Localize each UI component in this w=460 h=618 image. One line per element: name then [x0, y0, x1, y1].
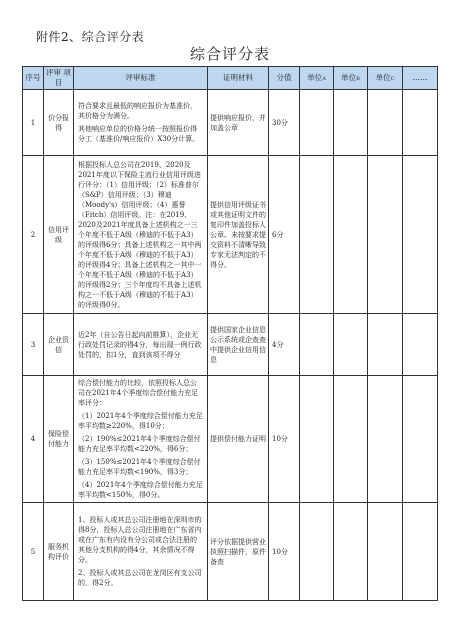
row-unit-a-cell — [300, 90, 334, 156]
standard-paragraph: 2、投标人或其总公司在龙岗区有支公司的，得2分。 — [78, 569, 202, 587]
header-index: 序号 — [23, 67, 44, 90]
header-unit-a: 单位A — [300, 67, 334, 90]
row-standard — [74, 156, 208, 314]
row-standard — [74, 314, 208, 376]
row-index: 5 — [23, 503, 44, 601]
row-more-cell — [403, 376, 438, 503]
row-material: 提供国家企业信息公示系统或企查查中提供企业信用信息 — [208, 314, 269, 376]
row-item: 信用评级 — [44, 156, 74, 314]
table-row — [23, 314, 438, 376]
row-unit-c-cell — [368, 503, 403, 601]
row-score: 4分 — [269, 314, 300, 376]
standard-paragraph: 根据投标人总公司在2019、2020及2021年度以下保险主流行业信用评级进行评分：（1）信用评级；（2）标准普尔（S&P）信用评级；（3）穆迪（Moody's）信用评级；（4）惠誉（Fitch）信用评级。注：在2019、2020及2021年度具备上述机构之一三个年度不低于A级（穆迪的不低于A3）的评级得6分；具备上述机构之一其中两个年度不低于A级（穆迪的不低于A3）的评级得4分；具备上述机构之一其中一个年度不低于A级（穆迪的不低于A3）的评级得2分；三个年度均不具备上述机构之一不低于A级（穆迪的不低于A3）的评级得0分。 — [78, 160, 202, 309]
header-material: 证明材料 — [208, 67, 269, 90]
row-unit-b-cell — [334, 314, 368, 376]
row-material: 提供信用评级证书或其他证明文件的复印件加盖投标人公章。未按要求提交资料不清晰导致专家无法判定的不得分。 — [208, 156, 269, 314]
row-index: 3 — [23, 314, 44, 376]
row-item: 服务机构评价 — [44, 503, 74, 601]
row-more-cell — [403, 314, 438, 376]
header-unit-b: 单位B — [334, 67, 368, 90]
standard-paragraph: （2）190%≤2021年4个季度综合偿付能力充足率平均数<220%，得6分； — [78, 435, 201, 453]
row-standard — [74, 90, 208, 156]
row-standard — [74, 503, 208, 601]
header-more: …… — [403, 67, 438, 90]
row-unit-c-cell — [368, 156, 403, 314]
standard-paragraph: 综合偿付能力的比较，依照投标人总公司在2021年4个季度综合偿付能力充足率评分： — [78, 379, 199, 407]
table-header-row — [23, 67, 438, 90]
standard-paragraph: （3）150%≤2021年4个季度综合偿付能力充足率平均数<190%，得3分； — [78, 458, 201, 476]
header-item: 评审 项目 — [44, 67, 74, 90]
row-index: 1 — [23, 90, 44, 156]
standard-paragraph: 其他响应单位的价格分统一按照报价得分工（基准价/响应报价）X30分计算。 — [78, 125, 200, 143]
row-more-cell — [403, 156, 438, 314]
header-score: 分值 — [269, 67, 300, 90]
table-row — [23, 156, 438, 314]
row-unit-b-cell — [334, 156, 368, 314]
row-item: 价分报得 — [44, 90, 74, 156]
row-score: 10分 — [269, 376, 300, 503]
standard-paragraph: 近2年（自公告日起向前推算），企业无行政处罚记录的得4分，每出现一例行政处罚的，扣1分，直到该项不得分 — [78, 330, 202, 359]
attachment-label: 附件2、综合评分表 — [36, 30, 145, 44]
table-row — [23, 503, 438, 601]
row-material: 评分依据提供营业执照扫描件，原件备查 — [208, 503, 269, 601]
row-standard — [74, 376, 208, 503]
row-material: 提供偿付能力证明 — [208, 376, 269, 503]
row-unit-c-cell — [368, 314, 403, 376]
row-unit-a-cell — [300, 314, 334, 376]
row-unit-a-cell — [300, 156, 334, 314]
standard-paragraph: （4）2021年4个季度综合偿付能力充足率平均数<150%，得0分。 — [78, 481, 203, 499]
row-material: 提供响应报价，并加盖公章 — [208, 90, 269, 156]
standard-paragraph: 符合要求且最低的响应报价为基准价，其价格分为满分。 — [78, 102, 197, 120]
row-index: 4 — [23, 376, 44, 503]
standard-paragraph: 1、投标人或其总公司注册地在深圳市的得8分，投标人总公司注册地在广东省内或在广东有内设有分公司或合法注册的其他分支机构的得4分，其余情况不得分。 — [78, 516, 202, 564]
row-score: 6分 — [269, 156, 300, 314]
row-unit-b-cell — [334, 90, 368, 156]
scoring-table — [22, 66, 438, 601]
header-standard: 评审标准 — [74, 67, 208, 90]
row-unit-a-cell — [300, 376, 334, 503]
row-index: 2 — [23, 156, 44, 314]
table-row — [23, 376, 438, 503]
row-score: 10分 — [269, 503, 300, 601]
row-unit-c-cell — [368, 376, 403, 503]
row-more-cell — [403, 503, 438, 601]
standard-paragraph: （1）2021年4个季度综合偿付能力充足率平均数≥220%，得10分； — [78, 412, 203, 430]
page-title: 综合评分表 — [189, 45, 270, 63]
row-item: 企业资信 — [44, 314, 74, 376]
row-unit-c-cell — [368, 90, 403, 156]
row-score: 30分 — [269, 90, 300, 156]
row-item: 保险偿付能力 — [44, 376, 74, 503]
row-unit-b-cell — [334, 376, 368, 503]
header-unit-c: 单位C — [368, 67, 403, 90]
row-unit-a-cell — [300, 503, 334, 601]
row-more-cell — [403, 90, 438, 156]
table-row — [23, 90, 438, 156]
row-unit-b-cell — [334, 503, 368, 601]
